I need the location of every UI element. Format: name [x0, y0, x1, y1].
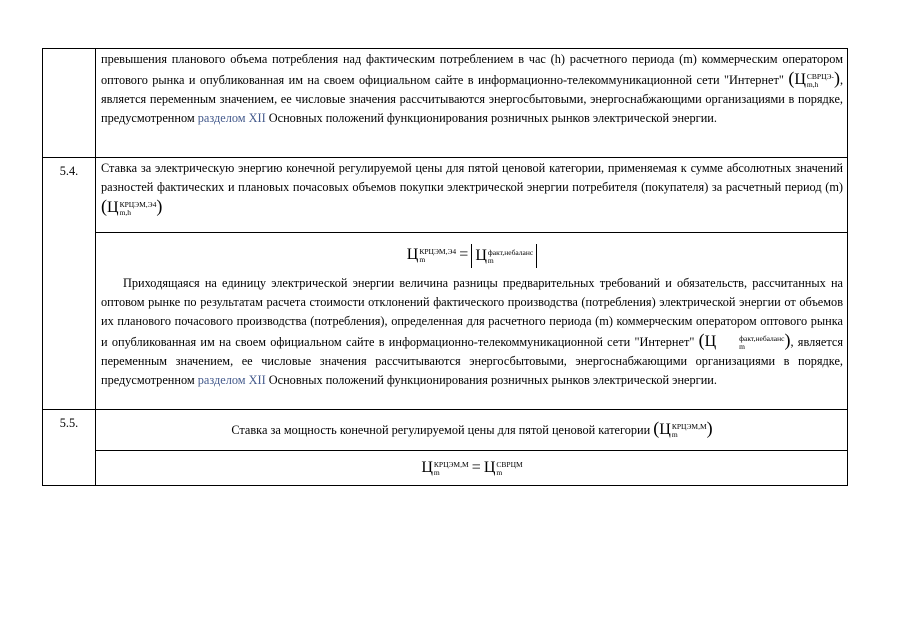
- table-row-5-4-header: [43, 158, 848, 233]
- formula-lhs-indices: [434, 461, 469, 477]
- formula-equals: =: [459, 245, 469, 263]
- symbol-superscript: СВРЦЭ-: [806, 72, 834, 82]
- tariff-table: [42, 48, 848, 486]
- row-number-5-4: [43, 158, 96, 410]
- price-symbol: Ц: [659, 421, 671, 438]
- formula-lhs-superscript: КРЦЭМ,М: [433, 460, 469, 470]
- capacity-rate-cell: [96, 410, 848, 451]
- symbol-superscript: факт,небаланс: [739, 334, 785, 344]
- formula-rhs-symbol: Ц: [483, 459, 496, 476]
- table-row-continuation: [43, 49, 848, 158]
- symbol-subscript: m,h: [806, 80, 819, 90]
- number-cell-empty: [43, 49, 96, 158]
- symbol-superscript: КРЦЭМ,Э4: [119, 200, 157, 210]
- capacity-rate-text: Ставка за мощность конечной регулируемой цены для пятой ценовой категории: [231, 423, 651, 437]
- formula-rhs-superscript: факт,небаланс: [487, 248, 534, 258]
- continuation-paragraph: [101, 50, 843, 128]
- formula-lhs-superscript: КРЦЭМ,Э4: [419, 247, 457, 256]
- symbol-subscript: m: [739, 342, 746, 352]
- formula-5-5: [101, 452, 843, 482]
- formula-rhs-symbol: Ц: [475, 247, 487, 264]
- formula-equals: =: [471, 459, 481, 476]
- explanation-text-part2: , является переменным значением, ее числовые значения рассчитываются энергосбытовыми, энергоснабжающими организациями в порядке, предусмотренном: [101, 335, 843, 387]
- table-row-5-5-header: [43, 410, 848, 451]
- formula-rhs-subscript: m: [496, 468, 503, 478]
- continuation-text-part2: , является переменным значением, ее числовые значения рассчитываются энергосбытовыми, энергоснабжающими организациями в порядке, предусмотренном: [101, 73, 844, 125]
- formula-cell: [96, 451, 848, 486]
- row-number-label: 5.5.: [59, 416, 79, 430]
- explanation-text-part3: Основных положений функционирования розничных рынков электрической энергии.: [268, 373, 717, 387]
- absolute-value-bars: [471, 244, 537, 268]
- rate-description: [101, 159, 843, 218]
- capacity-rate-description: [101, 411, 843, 440]
- row-number-5-5: [43, 410, 96, 486]
- continuation-text-part3: Основных положений функционирования розничных рынков электрической энергии.: [268, 111, 717, 125]
- close-paren: ): [784, 330, 791, 350]
- table-row-5-4-formula: [43, 233, 848, 410]
- price-symbol: Ц: [107, 199, 119, 216]
- explanation-text-part1: Приходящаяся на единицу электрической энергии величина разницы предварительных требований и обязательств, рассчитанных на оптовом рынке по результатам расчета стоимости отклонений фактического производства (потребления) электрической энергии от объемов их планового почасового производства (потребления), определенная для расчетного периода (m) коммерческим оператором оптового рынка и опубликованная им на своем официальном сайте в информационно-телекоммуникационной сети "Интернет": [101, 276, 843, 349]
- row-number-label: 5.4.: [59, 164, 79, 178]
- continuation-text-part1: превышения планового объема потребления над фактическим потреблением в час (h) расчетного периода (m) коммерческим оператором оптового рынка и опубликованная им на своем официальном сайте в информационно-телекоммуникационной сети "Интернет": [101, 52, 843, 87]
- open-paren: (: [698, 330, 705, 350]
- price-symbol: Ц: [704, 333, 717, 350]
- formula-lhs-subscript: m: [433, 468, 440, 478]
- close-paren: ): [833, 68, 840, 88]
- formula-rhs-subscript: m: [487, 256, 494, 266]
- symbol-superscript: КРЦЭМ,М: [671, 422, 707, 432]
- formula-rhs-indices: [488, 249, 533, 265]
- open-paren: (: [788, 68, 795, 88]
- symbol-indices: [120, 201, 157, 217]
- open-paren: (: [101, 196, 107, 216]
- symbol-indices: [717, 335, 784, 351]
- symbol-indices: [807, 73, 834, 89]
- symbol-indices: [672, 423, 707, 439]
- open-paren: (: [653, 418, 660, 438]
- symbol-subscript: m,h: [119, 208, 132, 218]
- section-reference-link[interactable]: разделом XII: [197, 111, 266, 125]
- table-row-5-5-formula: [43, 451, 848, 486]
- rate-description-cell: [96, 158, 848, 233]
- continuation-text-cell: [96, 49, 848, 158]
- close-paren: ): [706, 418, 713, 438]
- formula-lhs-indices: [419, 248, 456, 264]
- formula-rhs-superscript: СВРЦМ: [496, 460, 523, 470]
- formula-rhs-indices: [496, 461, 522, 477]
- close-paren: ): [156, 196, 163, 216]
- formula-5-4: [101, 234, 843, 274]
- formula-lhs-symbol: Ц: [406, 245, 419, 263]
- section-reference-link[interactable]: разделом XII: [197, 373, 266, 387]
- price-symbol: Ц: [794, 71, 806, 88]
- formula-lhs-symbol: Ц: [421, 459, 433, 476]
- symbol-subscript: m: [671, 430, 678, 440]
- formula-explanation: [101, 274, 843, 390]
- rate-description-text: Ставка за электрическую энергию конечной регулируемой цены для пятой ценовой категории, применяемая к сумме абсолютных значений разностей фактических и плановых почасовых объемов покупки электрической энергии потребителя (покупателя) за расчетный период (m): [101, 161, 843, 194]
- formula-lhs-subscript: m: [419, 255, 426, 264]
- formula-cell: [96, 233, 848, 410]
